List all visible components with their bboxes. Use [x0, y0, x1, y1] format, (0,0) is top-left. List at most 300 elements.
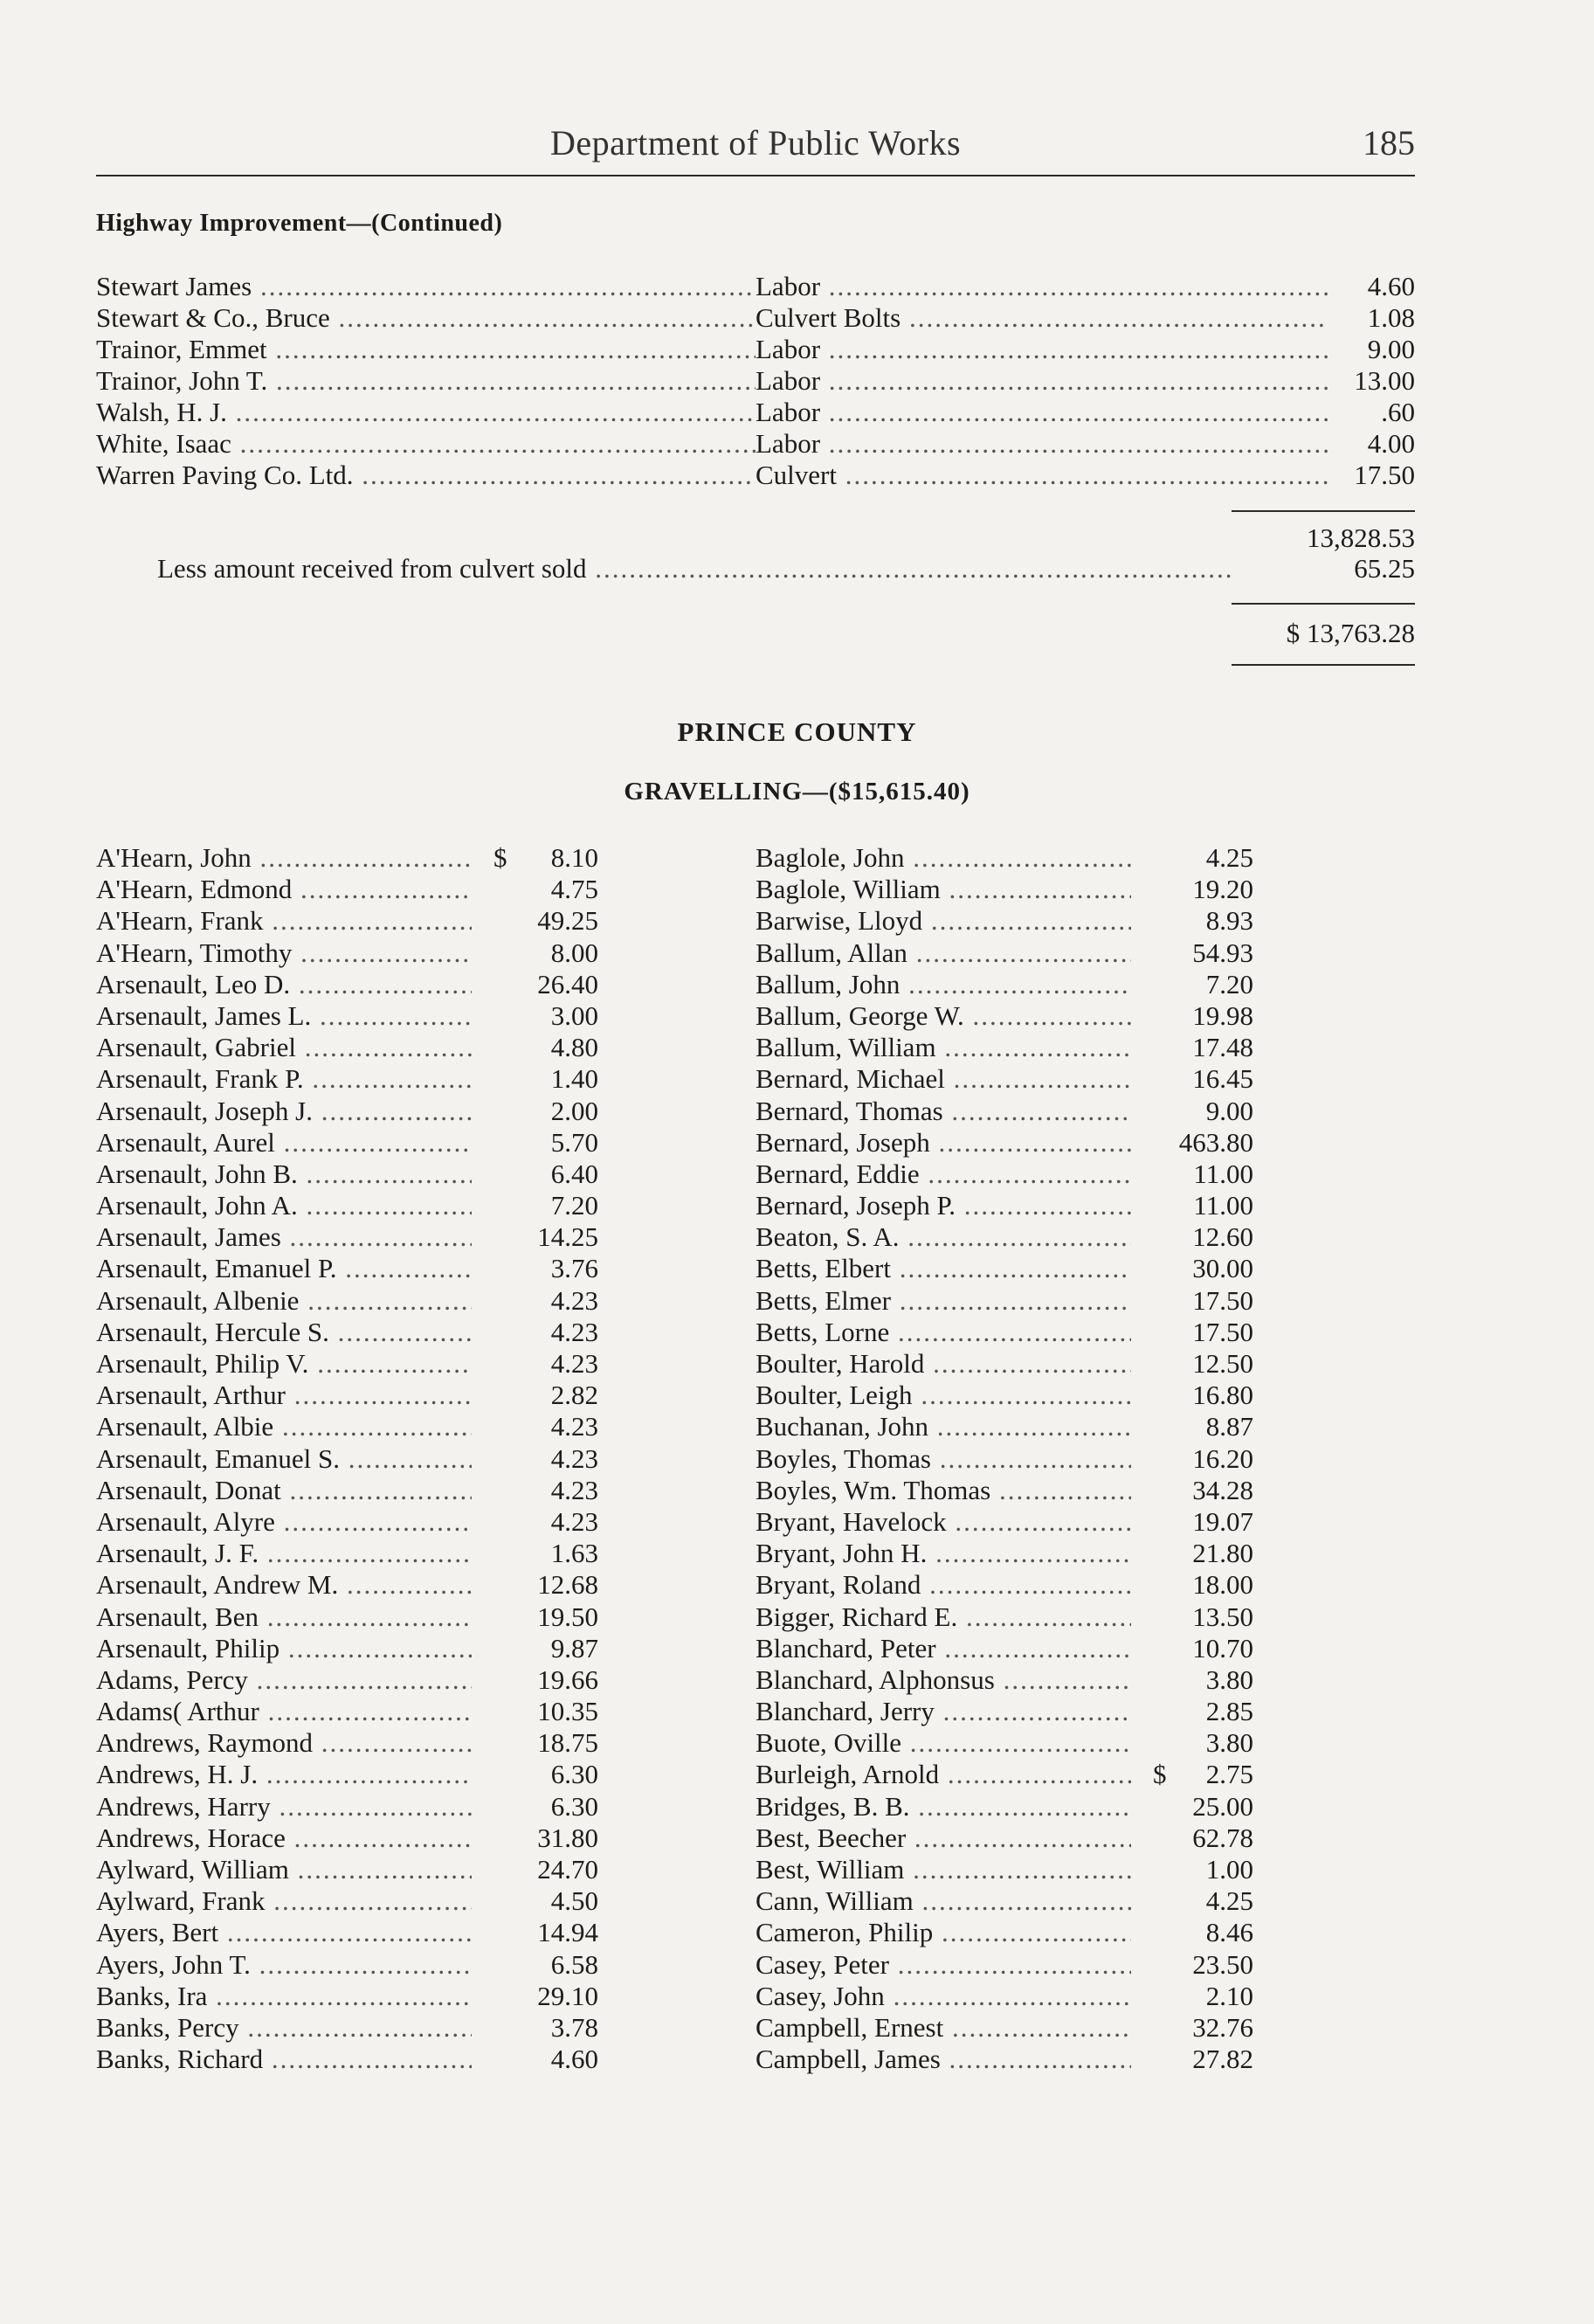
payment-amount: 29.10	[537, 1980, 598, 2011]
payee-name-text: Barwise, Lloyd .....	[756, 905, 1131, 936]
payment-amount: 19.50	[537, 1601, 598, 1632]
payee-name-text: Arsenault, Emanuel P. .....	[96, 1253, 472, 1283]
payee-name	[96, 2044, 472, 2075]
payee-name	[96, 874, 472, 905]
gravelling-row	[756, 1380, 1253, 1411]
gravelling-row	[756, 937, 1253, 969]
running-header	[96, 122, 1415, 176]
payee-name	[96, 365, 756, 397]
payment-amount: 49.25	[537, 905, 598, 937]
gravelling-row	[756, 1221, 1253, 1253]
payee-name-text: Arsenault, Philip .....	[96, 1633, 472, 1663]
payee-name-text: Baglole, William .....	[756, 874, 1131, 904]
payee-name	[96, 1475, 472, 1506]
payee-name	[756, 1854, 1131, 1885]
gravelling-row	[96, 1032, 598, 1063]
ledger-row	[96, 365, 1415, 397]
subtotal-rule	[1232, 510, 1415, 512]
payee-name-text: Bernard, Joseph P. .....	[756, 1190, 1131, 1221]
payee-name	[756, 905, 1131, 937]
payee-name-text: Andrews, Horace .....	[96, 1823, 472, 1853]
gravelling-row	[96, 1127, 598, 1159]
payee-name	[96, 1601, 472, 1633]
payee-name	[96, 1917, 472, 1948]
gravelling-row	[96, 842, 598, 874]
payee-name-text: Stewart & Co., Bruce .....	[96, 302, 756, 333]
payee-name	[96, 1664, 472, 1696]
payee-name-text: Trainor, Emmet .....	[96, 334, 756, 364]
payee-name-text: Aylward, Frank .....	[96, 1885, 472, 1916]
payee-name	[756, 1443, 1131, 1475]
payment-amount: 31.80	[537, 1822, 598, 1853]
payee-name-text: Arsenault, Leo D. .....	[96, 969, 472, 999]
payee-name-text: Boulter, Leigh .....	[756, 1380, 1131, 1410]
gravelling-row	[96, 969, 598, 1000]
ledger-row	[96, 334, 1415, 365]
payee-name	[96, 1823, 472, 1854]
payee-name	[756, 1032, 1131, 1063]
payee-name	[96, 1981, 472, 2012]
payee-name-text: Andrews, Harry .....	[96, 1791, 472, 1822]
payee-name	[756, 2044, 1131, 2075]
gravelling-row	[756, 905, 1253, 937]
gravelling-row	[96, 1917, 598, 1948]
gravelling-row	[96, 2044, 598, 2075]
payment-amount: 26.40	[537, 968, 598, 999]
gravelling-right-column	[756, 842, 1253, 2075]
payment-amount: 9.00	[1205, 1095, 1253, 1126]
payment-amount: 17.50	[1192, 1316, 1253, 1347]
payee-name-text: Banks, Richard .....	[96, 2044, 472, 2074]
payee-name-text: Bridges, B. B. .....	[756, 1791, 1131, 1822]
payment-amount: 8.00	[550, 937, 598, 968]
payee-name-text: Ayers, Bert .....	[96, 1917, 472, 1947]
payee-name	[96, 1190, 472, 1221]
payee-name-text: Betts, Elmer .....	[756, 1285, 1131, 1316]
total-rule-top	[1232, 603, 1415, 605]
total-amount: $ 13,763.28	[1286, 618, 1415, 648]
payee-name	[96, 271, 756, 302]
payee-name-text: Arsenault, Alyre .....	[96, 1506, 472, 1537]
payee-name	[756, 1949, 1131, 1981]
gravelling-row	[756, 1506, 1253, 1538]
payment-amount: 463.80	[1178, 1126, 1253, 1158]
payee-name-text: Campbell, James .....	[756, 2044, 1131, 2074]
payee-name	[756, 1000, 1131, 1032]
gravelling-row	[756, 1317, 1253, 1348]
payee-name-text: Boyles, Thomas .....	[756, 1443, 1131, 1474]
payment-amount: 4.23	[550, 1316, 598, 1347]
payee-name-text: Beaton, S. A. .....	[756, 1221, 1131, 1252]
gravelling-row	[756, 1791, 1253, 1823]
payment-amount: 4.23	[550, 1284, 598, 1316]
payee-name	[96, 1063, 472, 1095]
page-number: 185	[1363, 123, 1415, 163]
gravelling-row	[96, 905, 598, 937]
payment-amount: 23.50	[1192, 1948, 1253, 1980]
payment-amount: 7.20	[550, 1190, 598, 1221]
payee-name	[756, 1569, 1131, 1601]
payee-name-text: Casey, Peter .....	[756, 1949, 1131, 1980]
payee-name-text: Arsenault, Hercule S. .....	[96, 1317, 472, 1347]
subtotal-amount: 13,828.53	[1307, 522, 1415, 553]
payee-name	[756, 1127, 1131, 1159]
payment-amount: 9.87	[550, 1632, 598, 1663]
payment-amount: 3.78	[550, 2011, 598, 2043]
gravelling-row	[756, 1981, 1253, 2012]
gravelling-row	[756, 1664, 1253, 1696]
ledger-row	[96, 460, 1415, 491]
gravelling-row	[756, 1285, 1253, 1317]
payee-name	[96, 1032, 472, 1063]
payee-name	[756, 1411, 1131, 1442]
payment-amount: 18.00	[1192, 1569, 1253, 1601]
gravelling-row	[756, 1917, 1253, 1948]
payee-name	[756, 842, 1131, 874]
payee-name-text: Arsenault, J. F. .....	[96, 1538, 472, 1568]
payment-description	[756, 428, 1328, 460]
gravelling-row	[756, 1159, 1253, 1190]
payment-amount: 24.70	[537, 1854, 598, 1885]
payee-name	[756, 1885, 1131, 1917]
payee-name	[756, 1253, 1131, 1284]
payee-name	[756, 1221, 1131, 1253]
gravelling-row	[756, 2012, 1253, 2044]
payment-description-text: Labor .....	[756, 271, 1328, 301]
gravelling-row	[96, 1253, 598, 1284]
gravelling-row	[96, 1317, 598, 1348]
payment-amount: 4.23	[550, 1474, 598, 1505]
payee-name-text: Arsenault, Philip V. .....	[96, 1348, 472, 1379]
payment-amount: 4.23	[550, 1442, 598, 1474]
payee-name-text: Arsenault, Donat .....	[96, 1475, 472, 1505]
payee-name	[96, 2012, 472, 2044]
payee-name	[756, 1759, 1131, 1790]
payment-amount: 4.60	[1367, 271, 1415, 301]
payment-amount: 4.00	[1367, 428, 1415, 459]
payee-name	[756, 1285, 1131, 1317]
payee-name	[96, 1633, 472, 1664]
payee-name-text: Bryant, Roland .....	[756, 1569, 1131, 1600]
payment-amount: 7.20	[1205, 968, 1253, 999]
payee-name-text: Arsenault, Frank P. .....	[96, 1063, 472, 1094]
gravelling-row	[756, 1727, 1253, 1759]
payee-name	[756, 2012, 1131, 2044]
payee-name	[756, 1159, 1131, 1190]
gravelling-row	[96, 1348, 598, 1380]
payment-amount: 18.75	[537, 1727, 598, 1759]
payee-name-text: A'Hearn, Edmond .....	[96, 874, 472, 904]
payee-name-text: Best, William .....	[756, 1854, 1131, 1885]
payee-name	[756, 1317, 1131, 1348]
payment-amount: 54.93	[1192, 937, 1253, 968]
payment-amount: 5.70	[550, 1126, 598, 1158]
payee-name-text: Bigger, Richard E. .....	[756, 1601, 1131, 1632]
payee-name	[756, 1696, 1131, 1727]
gravelling-row	[756, 1127, 1253, 1159]
payee-name-text: Arsenault, John B. .....	[96, 1159, 472, 1189]
payee-name-text: Cameron, Philip .....	[756, 1917, 1131, 1947]
payee-name-text: Arsenault, Gabriel .....	[96, 1032, 472, 1062]
payment-amount: 1.40	[550, 1063, 598, 1095]
payee-name	[756, 1791, 1131, 1823]
payee-name-text: Warren Paving Co. Ltd. .....	[96, 460, 756, 490]
payee-name	[96, 1885, 472, 1917]
payee-name	[96, 428, 756, 460]
gravelling-row	[756, 1443, 1253, 1475]
gravelling-row	[756, 1190, 1253, 1221]
gravelling-row	[756, 874, 1253, 905]
gravelling-row	[96, 1664, 598, 1696]
payee-name	[756, 1664, 1131, 1696]
gravelling-row	[756, 1633, 1253, 1664]
gravelling-row	[756, 842, 1253, 874]
payee-name-text: Arsenault, James L. .....	[96, 1000, 472, 1031]
payee-name-text: A'Hearn, Timothy .....	[96, 937, 472, 968]
payee-name	[96, 460, 756, 491]
payee-name-text: Aylward, William .....	[96, 1854, 472, 1885]
payment-amount: 3.80	[1205, 1727, 1253, 1759]
payee-name	[756, 1475, 1131, 1506]
gravelling-row	[96, 1221, 598, 1253]
payment-amount: 4.25	[1205, 1885, 1253, 1917]
payee-name-text: Trainor, John T. .....	[96, 365, 756, 396]
gravelling-row	[756, 1538, 1253, 1569]
gravelling-row	[756, 1569, 1253, 1601]
payment-amount: 27.82	[1192, 2044, 1253, 2075]
payee-name-text: Arsenault, John A. .....	[96, 1190, 472, 1221]
gravelling-row	[96, 1475, 598, 1506]
payee-name-text: Bernard, Thomas .....	[756, 1096, 1131, 1126]
highway-ledger	[96, 271, 1415, 491]
gravelling-row	[756, 1348, 1253, 1380]
payment-amount: 13.50	[1192, 1601, 1253, 1632]
payment-amount: 19.20	[1192, 874, 1253, 905]
gravelling-row	[96, 1569, 598, 1601]
payment-amount: 17.48	[1192, 1032, 1253, 1063]
payment-amount: 2.10	[1205, 1980, 1253, 2011]
payee-name	[96, 1159, 472, 1190]
payee-name-text: Adams, Percy .....	[96, 1664, 472, 1695]
payee-name	[96, 1443, 472, 1475]
gravelling-row	[96, 937, 598, 969]
payee-name-text: Stewart James .....	[96, 271, 756, 301]
gravelling-row	[96, 1981, 598, 2012]
payee-name-text: Bryant, John H. .....	[756, 1538, 1131, 1568]
payment-amount: 32.76	[1192, 2011, 1253, 2043]
payee-name-text: Best, Beecher .....	[756, 1823, 1131, 1853]
gravelling-row	[96, 1633, 598, 1664]
payee-name	[756, 1190, 1131, 1221]
payee-name-text: Bernard, Eddie .....	[756, 1159, 1131, 1189]
payment-description-text: Labor .....	[756, 334, 1328, 364]
payee-name	[756, 969, 1131, 1000]
gravelling-row	[756, 1411, 1253, 1442]
payee-name	[96, 1506, 472, 1538]
payment-amount: 6.40	[550, 1158, 598, 1189]
gravelling-row	[96, 1727, 598, 1759]
gravelling-row	[756, 1253, 1253, 1284]
payee-name	[96, 1253, 472, 1284]
payment-description	[756, 271, 1328, 302]
payee-name	[96, 842, 472, 874]
payee-name	[96, 1791, 472, 1823]
payee-name-text: White, Isaac .....	[96, 428, 756, 459]
payee-name-text: Andrews, H. J. .....	[96, 1759, 472, 1789]
gravelling-row	[96, 1190, 598, 1221]
gravelling-row	[756, 1063, 1253, 1095]
gravelling-row	[96, 1411, 598, 1442]
dollar-sign: $	[493, 842, 507, 873]
payment-amount: 2.85	[1205, 1696, 1253, 1727]
less-label-text: Less amount received from culvert sold .....	[157, 553, 1232, 584]
ledger-row	[96, 397, 1415, 428]
payment-amount: 6.58	[550, 1948, 598, 1980]
payment-amount: 14.94	[537, 1917, 598, 1948]
payee-name	[96, 1096, 472, 1127]
payee-name	[96, 1727, 472, 1759]
payee-name	[96, 1854, 472, 1885]
payee-name-text: Arsenault, Albie .....	[96, 1411, 472, 1442]
ledger-row	[96, 271, 1415, 302]
payment-amount: 3.80	[1205, 1663, 1253, 1695]
total-rule-bottom	[1232, 664, 1415, 666]
gravelling-row	[756, 1475, 1253, 1506]
payee-name-text: Arsenault, Emanuel S. .....	[96, 1443, 472, 1474]
payee-name-text: Burleigh, Arnold .....	[756, 1759, 1131, 1789]
payment-amount: 12.50	[1192, 1348, 1253, 1379]
gravelling-row	[96, 1759, 598, 1790]
payee-name	[96, 905, 472, 937]
gravelling-row	[96, 1823, 598, 1854]
gravelling-row	[96, 1063, 598, 1095]
gravelling-row	[96, 1601, 598, 1633]
gravelling-row	[96, 1285, 598, 1317]
running-title: Department of Public Works	[549, 123, 962, 163]
payee-name-text: Arsenault, Joseph J. .....	[96, 1096, 472, 1126]
payee-name	[96, 1411, 472, 1442]
payee-name-text: Bernard, Joseph .....	[756, 1127, 1131, 1158]
payee-name-text: Arsenault, James .....	[96, 1221, 472, 1252]
payee-name	[756, 1727, 1131, 1759]
gravelling-title: GRAVELLING—($15,615.40)	[624, 778, 970, 806]
payee-name	[96, 1317, 472, 1348]
payment-amount: 16.45	[1192, 1063, 1253, 1095]
payee-name-text: Walsh, H. J. .....	[96, 397, 756, 427]
payee-name	[96, 302, 756, 334]
payee-name-text: Ballum, John .....	[756, 969, 1131, 999]
gravelling-row	[756, 1000, 1253, 1032]
payment-amount: 13.00	[1354, 365, 1415, 396]
payee-name-text: Campbell, Ernest .....	[756, 2012, 1131, 2043]
payee-name-text: Adams( Arthur .....	[96, 1696, 472, 1726]
payee-name-text: Arsenault, Albenie .....	[96, 1285, 472, 1316]
gravelling-row	[96, 874, 598, 905]
gravelling-row	[96, 2012, 598, 2044]
payee-name	[756, 1981, 1131, 2012]
payment-amount: 19.07	[1192, 1505, 1253, 1537]
gravelling-row	[756, 1885, 1253, 1917]
payee-name	[96, 1348, 472, 1380]
gravelling-row	[756, 1096, 1253, 1127]
payee-name	[96, 1696, 472, 1727]
payee-name	[96, 1285, 472, 1317]
payee-name-text: Arsenault, Aurel .....	[96, 1127, 472, 1158]
payment-amount: 9.00	[1367, 334, 1415, 364]
payee-name-text: Bryant, Havelock .....	[756, 1506, 1131, 1537]
payment-description	[756, 365, 1328, 397]
payment-amount: 2.82	[550, 1380, 598, 1411]
gravelling-row	[756, 1759, 1253, 1790]
payee-name	[756, 1538, 1131, 1569]
payee-name	[756, 1380, 1131, 1411]
payee-name-text: Andrews, Raymond .....	[96, 1727, 472, 1758]
payee-name	[756, 1506, 1131, 1538]
gravelling-row	[96, 1443, 598, 1475]
payment-description-text: Culvert Bolts .....	[756, 302, 1328, 333]
payment-amount: 21.80	[1192, 1538, 1253, 1569]
payee-name	[96, 1221, 472, 1253]
payee-name-text: Casey, John .....	[756, 1981, 1131, 2011]
payment-amount: 2.00	[550, 1095, 598, 1126]
payee-name-text: Ballum, George W. .....	[756, 1000, 1131, 1031]
gravelling-row	[96, 1159, 598, 1190]
payee-name-text: Bernard, Michael .....	[756, 1063, 1131, 1094]
payee-name-text: Boulter, Harold .....	[756, 1348, 1131, 1379]
payment-amount: 62.78	[1192, 1822, 1253, 1853]
payee-name	[96, 1000, 472, 1032]
payment-amount: 4.75	[550, 874, 598, 905]
payee-name-text: Buote, Oville .....	[756, 1727, 1131, 1758]
payee-name	[96, 397, 756, 428]
payee-name-text: Boyles, Wm. Thomas .....	[756, 1475, 1131, 1505]
gravelling-row	[96, 1096, 598, 1127]
payment-description	[756, 302, 1328, 334]
payment-amount: 1.08	[1367, 302, 1415, 333]
payee-name-text: Ballum, William .....	[756, 1032, 1131, 1062]
payee-name-text: Arsenault, Andrew M. .....	[96, 1569, 472, 1600]
payee-name	[756, 1601, 1131, 1633]
payee-name	[756, 937, 1131, 969]
payee-name	[96, 334, 756, 365]
payment-description-text: Labor .....	[756, 365, 1328, 396]
less-amount-value: 65.25	[1354, 553, 1415, 584]
payee-name	[756, 1063, 1131, 1095]
dollar-sign: $	[1153, 1759, 1167, 1790]
gravelling-row	[756, 1032, 1253, 1063]
payee-name	[96, 937, 472, 969]
payee-name-text: Blanchard, Peter .....	[756, 1633, 1131, 1663]
gravelling-row	[96, 1506, 598, 1538]
payment-amount: 1.00	[1205, 1854, 1253, 1885]
payee-name	[756, 1633, 1131, 1664]
ledger-row	[96, 428, 1415, 460]
payee-name	[96, 1380, 472, 1411]
payee-name	[96, 969, 472, 1000]
payment-amount: 8.93	[1205, 905, 1253, 937]
payee-name	[756, 1917, 1131, 1948]
payment-amount: 12.60	[1192, 1221, 1253, 1253]
payment-amount: 34.28	[1192, 1474, 1253, 1505]
gravelling-row	[96, 1696, 598, 1727]
payment-amount: 3.76	[550, 1253, 598, 1284]
payment-amount: 4.23	[550, 1505, 598, 1537]
payment-amount: 12.68	[537, 1569, 598, 1601]
gravelling-row	[756, 2044, 1253, 2075]
payment-amount: 8.87	[1205, 1411, 1253, 1442]
payment-description-text: Culvert .....	[756, 460, 1328, 490]
payee-name-text: Banks, Percy .....	[96, 2012, 472, 2043]
